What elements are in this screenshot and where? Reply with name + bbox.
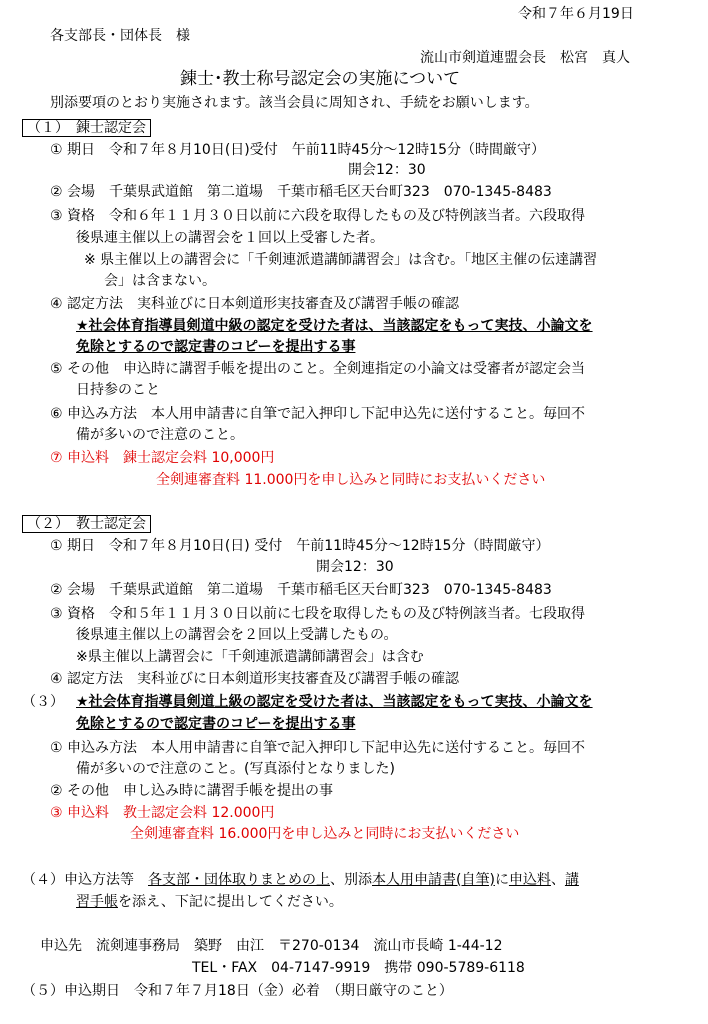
s1-qualification: ③ 資格 令和６年１１月３０日以前に六段を取得したもの及び特例該当者。六段取得 <box>50 208 585 224</box>
s1-exemption-cont: 免除とするので認定書のコピーを提出する事 <box>76 339 356 355</box>
s2-method: ④ 認定方法 実科並びに日本剣道形実技審査及び講習手帳の確認 <box>50 671 459 687</box>
s1-application: ⑥ 申込み方法 本人用申請書に自筆で記入押印し下記申込先に送付すること。毎回不 <box>50 406 585 422</box>
section4-line1: （４）申込方法等 各支部・団体取りまとめの上、別添本人用申請書(自筆)に申込料、講 <box>22 872 579 888</box>
section4-line2: 習手帳を添え、下記に提出してください。 <box>76 894 343 910</box>
s1-exam-fee: 全剣連審査料 11.000円を申し込みと同時にお支払いください <box>156 472 546 488</box>
intro-text: 別添要項のとおり実施されます。該当会員に周知され、手続をお願いします。 <box>50 95 539 111</box>
s1-note-cont: 会」は含まない。 <box>104 273 216 289</box>
section2-heading: （２） 教士認定会 <box>22 514 151 534</box>
section3-lead: （３） <box>22 694 64 710</box>
s3-exam-fee: 全剣連審査料 16.000円を申し込みと同時にお支払いください <box>130 826 520 842</box>
s3-application: ① 申込み方法 本人用申請書に自筆で記入押印し下記申込先に送付すること。毎回不 <box>50 740 585 756</box>
s2-note: ※県主催以上講習会に「千剣連派遣講師講習会」は含む <box>76 649 424 665</box>
s3-application-cont: 備が多いので注意のこと。(写真添付となりました) <box>76 761 395 777</box>
s3-other: ② その他 申し込み時に講習手帳を提出の事 <box>50 783 333 799</box>
s1-venue: ② 会場 千葉県武道館 第二道場 千葉市稲毛区天台町323 070-1345-8483 <box>50 184 552 200</box>
document-date: 令和７年６月19日 <box>518 6 634 22</box>
addressee: 各支部長・団体長 様 <box>50 28 190 44</box>
s1-exemption: ★社会体育指導員剣道中級の認定を受けた者は、当該認定をもって実技、小論文を <box>76 318 593 334</box>
s2-qualification-cont: 後県連主催以上の講習会を２回以上受講したもの。 <box>76 627 398 643</box>
contact-address: 申込先 流剣連事務局 築野 由江 〒270-0134 流山市長崎 1-44-12 <box>40 938 503 954</box>
section5-deadline: （５）申込期日 令和７年７月18日（金）必着 （期日厳守のこと） <box>22 983 453 999</box>
s3-exemption-cont: 免除とするので認定書のコピーを提出する事 <box>76 716 356 732</box>
s2-date: ① 期日 令和７年８月10日(日) 受付 午前11時45分～12時15分（時間厳守） <box>50 538 550 554</box>
s2-venue: ② 会場 千葉県武道館 第二道場 千葉市稲毛区天台町323 070-1345-8483 <box>50 582 552 598</box>
s1-date: ① 期日 令和７年８月10日(日)受付 午前11時45分～12時15分（時間厳守） <box>50 142 545 158</box>
s2-qualification: ③ 資格 令和５年１１月３０日以前に七段を取得したもの及び特例該当者。七段取得 <box>50 606 585 622</box>
s3-exemption: ★社会体育指導員剣道上級の認定を受けた者は、当該認定をもって実技、小論文を <box>76 694 593 710</box>
s1-other-cont: 日持参のこと <box>76 382 160 398</box>
s1-application-cont: 備が多いので注意のこと。 <box>76 427 244 443</box>
s1-note: ※ 県主催以上の講習会に「千剣連派遣講師講習会」は含む。｢地区主催の伝達講習 <box>84 252 598 268</box>
s1-fee: ⑦ 申込料 錬士認定会料 10,000円 <box>50 450 275 466</box>
sender: 流山市剣道連盟会長 松宮 真人 <box>420 50 630 66</box>
contact-phone: TEL・FAX 04-7147-9919 携帯 090-5789-6118 <box>192 960 525 976</box>
s1-method: ④ 認定方法 実科並びに日本剣道形実技審査及び講習手帳の確認 <box>50 296 459 312</box>
s1-qualification-cont: 後県連主催以上の講習会を１回以上受審した者。 <box>76 230 384 246</box>
s3-fee: ③ 申込料 教士認定会料 12.000円 <box>50 805 275 821</box>
s1-opening: 開会12：30 <box>348 162 426 178</box>
s2-opening: 開会12：30 <box>316 559 394 575</box>
document-title: 錬士･教士称号認定会の実施について <box>180 69 461 89</box>
s1-other: ⑤ その他 申込時に講習手帳を提出のこと。全剣連指定の小論文は受審者が認定会当 <box>50 361 585 377</box>
section1-heading: （１） 錬士認定会 <box>22 118 151 138</box>
